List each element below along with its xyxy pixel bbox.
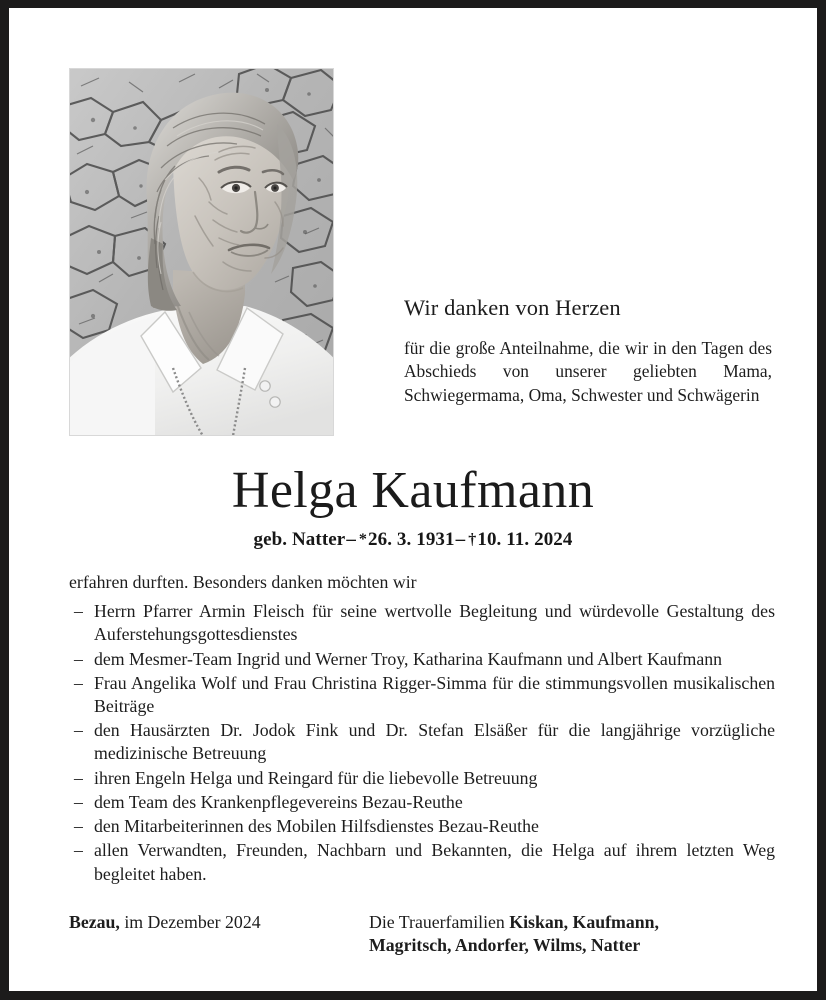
dash-marker: – <box>74 648 83 669</box>
dash-marker: – <box>74 720 83 741</box>
thanks-body-text: für die große Anteilnahme, die wir in den Tagen des Abschieds von unserer geliebten Mama, Schwiegermama, Oma, Schwester und Schwägerin <box>404 338 772 405</box>
acknowledgements-intro: erfahren durften. Besonders danken möchten wir <box>69 572 417 592</box>
families-prefix: Die Trauerfamilien <box>369 912 505 932</box>
notice-footer <box>69 911 775 958</box>
list-item-text: dem Team des Krankenpflegevereins Bezau-Reuthe <box>94 791 463 812</box>
portrait-photo <box>69 68 334 436</box>
list-item <box>69 767 775 790</box>
thanks-block <box>404 294 772 407</box>
dash-marker: – <box>74 816 83 837</box>
list-item <box>69 648 775 671</box>
families-line-1: Kiskan, Kaufmann, <box>509 912 659 932</box>
list-item <box>69 672 775 718</box>
dash-marker: – <box>74 791 83 812</box>
list-item <box>69 719 775 765</box>
list-item-text: ihren Engeln Helga und Reingard für die liebevolle Betreuung <box>94 767 538 788</box>
list-item-text: Frau Angelika Wolf und Frau Christina Rigger-Simma für die stimmungsvollen musikalischen Beiträge <box>94 672 775 716</box>
families-line-2: Magritsch, Andorfer, Wilms, Natter <box>369 935 641 956</box>
list-item <box>69 600 775 646</box>
footer-place: Bezau, <box>69 912 120 932</box>
birth-star-symbol: * <box>358 531 368 548</box>
footer-families <box>369 911 775 958</box>
list-item-text: Herrn Pfarrer Armin Fleisch für seine wertvolle Begleitung und würdevolle Gestaltung des Auferstehungsgottesdienstes <box>94 601 775 645</box>
list-item-text: allen Verwandten, Freunden, Nachbarn und Bekannten, die Helga auf ihrem letzten Weg begleitet haben. <box>94 840 775 884</box>
death-cross-symbol: † <box>468 531 477 548</box>
dash-marker: – <box>74 601 83 622</box>
dash-marker: – <box>74 672 83 693</box>
obituary-card <box>9 8 817 991</box>
footer-date: im Dezember 2024 <box>124 912 261 932</box>
acknowledgements-list <box>69 600 775 886</box>
deceased-dates <box>9 529 817 552</box>
dates-separator-1: – <box>346 529 356 550</box>
dash-marker: – <box>74 840 83 861</box>
death-date: 10. 11. 2024 <box>477 529 573 550</box>
list-item <box>69 815 775 838</box>
dates-separator-2: – <box>455 529 466 550</box>
dash-marker: – <box>74 767 83 788</box>
list-item-text: dem Mesmer-Team Ingrid und Werner Troy, Katharina Kaufmann und Albert Kaufmann <box>94 648 723 669</box>
acknowledgements-section <box>69 571 775 887</box>
thanks-heading: Wir danken von Herzen <box>404 295 621 320</box>
maiden-name-label: geb. Natter <box>253 529 346 550</box>
footer-place-date <box>69 911 369 934</box>
list-item <box>69 791 775 814</box>
birth-date: 26. 3. 1931 <box>368 529 455 550</box>
list-item <box>69 839 775 885</box>
list-item-text: den Hausärzten Dr. Jodok Fink und Dr. Stefan Elsäßer für die langjährige vorzügliche medizinische Betreuung <box>94 720 775 764</box>
list-item-text: den Mitarbeiterinnen des Mobilen Hilfsdienstes Bezau-Reuthe <box>94 816 539 837</box>
deceased-name: Helga Kaufmann <box>231 462 595 519</box>
